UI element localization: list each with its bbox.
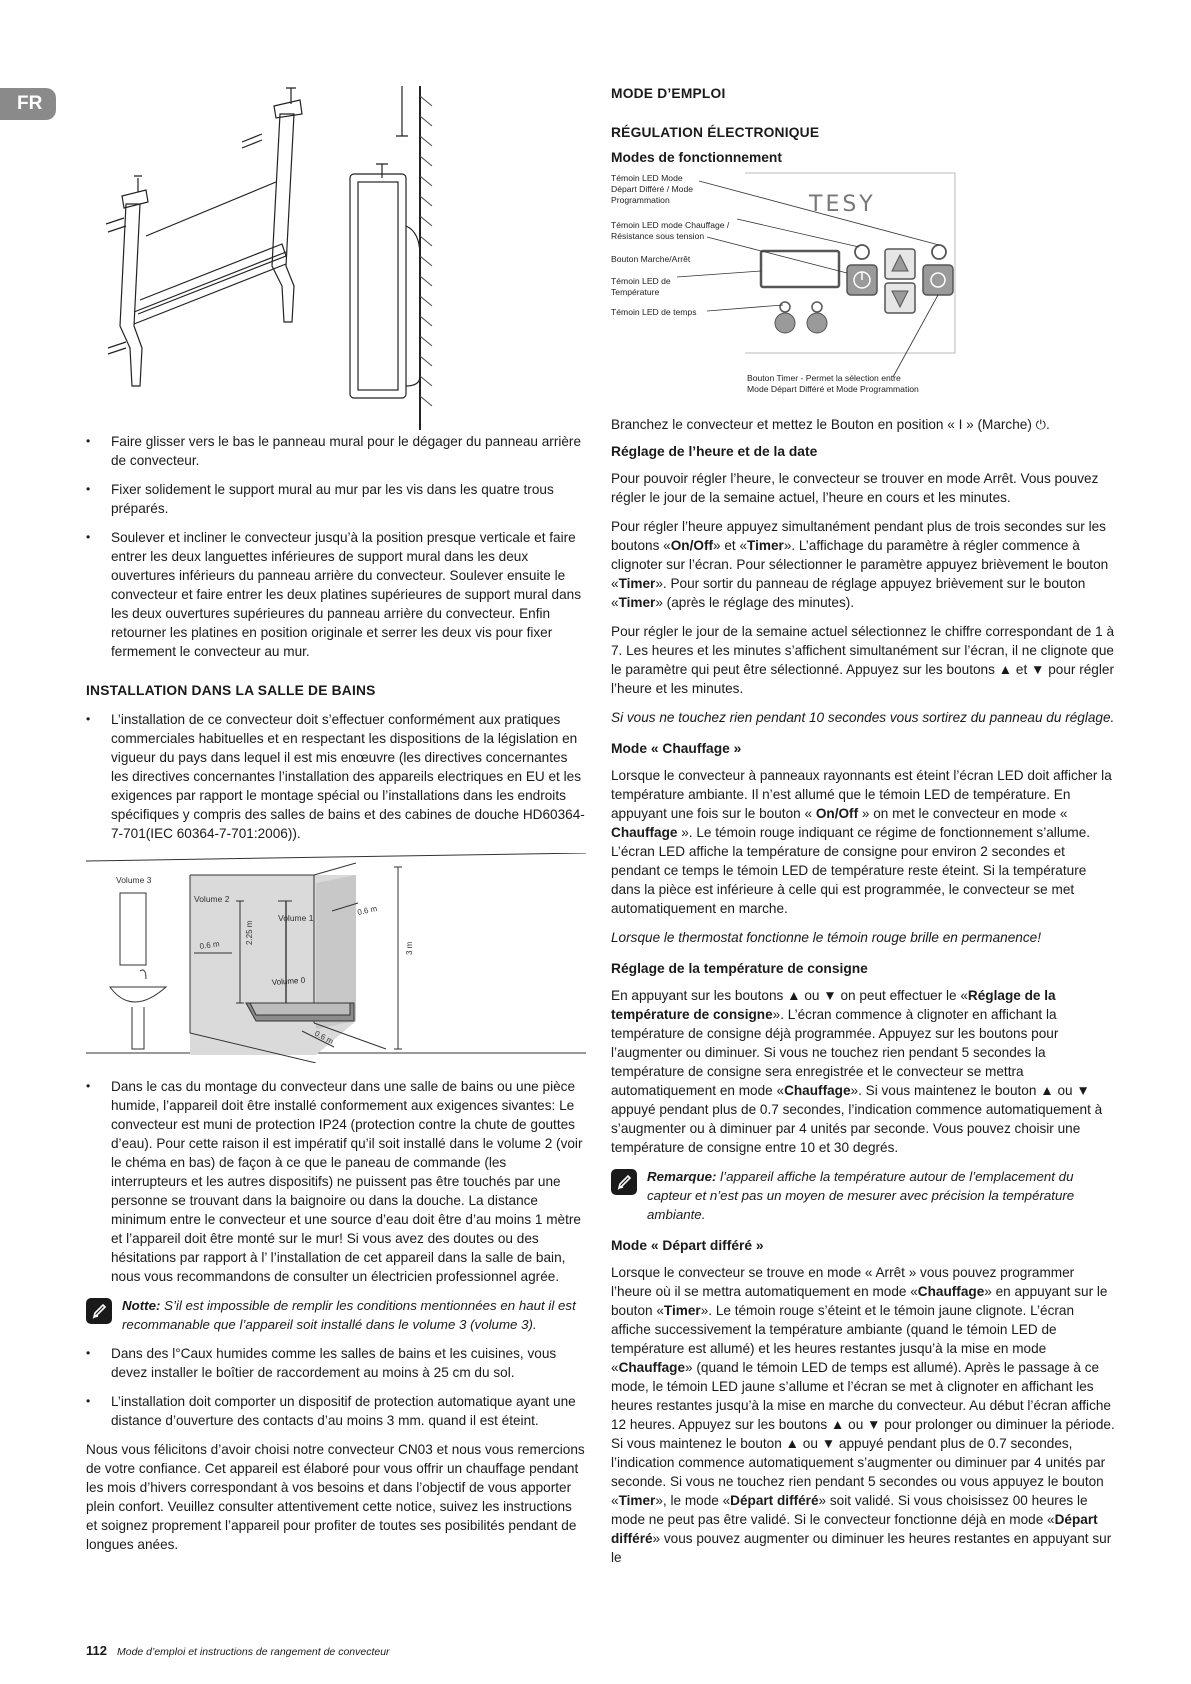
control-panel-figure <box>611 171 1115 407</box>
delayed-start-title: Mode « Départ différé » <box>611 1238 764 1253</box>
footer-text: Mode d’emploi et instructions de rangement de convecteur <box>116 1646 390 1658</box>
on-position-icon: ⏻ <box>1035 417 1046 432</box>
heating-paragraph-1 <box>611 766 1115 918</box>
callout-heating-led-1: Témoin LED mode Chauffage / <box>611 220 730 230</box>
note-sensor <box>611 1167 1115 1224</box>
mounting-step-1: • Faire glisser vers le bas le panneau mural pour le dégager du panneau arrière de convecteur. <box>86 432 586 470</box>
bathroom-regulation-item: • L’installation de ce convecteur doit s’effectuer conformément aux pratiques commerciales habituelles et en respectant les dispositions de la législation en vigueur du pays dans lequel il est mis enœuvre (les directives concernantes les directives concernantes l’installation des appareils electriques en EU et les exigences par rapport le montage spécial ou l’installations dans les endroits spécifiques y compris des salles de bains et des cabines de douche HD60364-7-701(IEC 60364-7-701:2006)). <box>86 710 586 843</box>
callout-timer-led-1: Témoin LED Mode <box>611 173 683 183</box>
time-paragraph-3: Pour régler le jour de la semaine actuel sélectionnez le chiffre correspondant de 1 à 7. Les heures et les minutes s’affichent simultanément sur l’écran, il ne clignote que le paramètre qui peut être sélectionné. Appuyez sur les boutons ▲ et ▼ pour régler l’heure et les minutes. <box>611 624 1115 696</box>
humid-room-list <box>86 1077 586 1286</box>
bold-chauffage: Chauffage <box>618 1360 686 1375</box>
dimension-0-6m-right: 0.6 m <box>356 903 378 917</box>
text-span: » vous pouvez augmenter ou diminuer les heures restantes en appuyant sur le <box>611 1531 1112 1565</box>
mounting-steps <box>86 432 586 661</box>
thermometer-led-icon <box>807 313 827 333</box>
dimension-2-25m: 2.25 m <box>245 920 254 945</box>
text-span: » (quand le témoin LED de temps est allumé). Après le passage à ce mode, le témoin LED jaune s’allume et l’écran se met à clignoter en affichant les heures restantes jusqu’à la mise en marche du convecteur. Au début l’écran affiche 12 heures. Appuyez sur les boutons ▲ ou ▼ pour prolonger ou diminuer la période. Si vous maintenez le bouton ▲ ou ▼ appuyé pendant plus de 0.7 secondes, l’indication commence automatiquement s’augmenter ou diminuer par 4 unités par seconde. Si vous ne touchez rien pendant 5 secondes ou vous appuyez le bouton « <box>611 1360 1115 1508</box>
page-number: 112 <box>86 1643 107 1658</box>
time-paragraph-1: Pour pouvoir régler l’heure, le convecteur se trouver en mode Arrêt. Vous pouvez régler le jour de la semaine actuel, l’heure en cours et les minutes. <box>611 471 1099 505</box>
text-span: » en appuyant sur le bouton « <box>611 1284 1108 1318</box>
note-label: Remarque: <box>647 1169 717 1184</box>
text-span: », le mode « <box>655 1493 731 1508</box>
bold-on-off: On/Off <box>815 806 859 821</box>
dimension-3m: 3 m <box>405 941 414 955</box>
time-led-icon <box>775 313 795 333</box>
heating-paragraph-2: Lorsque le thermostat fonctionne le témoin rouge brille en permanence! <box>611 930 1041 945</box>
humid-room-item: • Dans le cas du montage du convecteur dans une salle de bains ou une pièce humide, l’appareil doit être installé conformement aux exigences sivantes: Le convecteur est muni de protection IP24 (protection contre la chute de gouttes d’eau). Pour cette raison il est impératif qu’il soit installé dans le volume 2 (voir le chéma en bas) de façon à ce que le paneau de commande (les interrupteurs et les autres dispositifs) ne puissent pas être touchés par une personne se trouvant dans la baignoire ou dans la douche. La distance minimum entre le convecteur et une source d’eau doit être d’au moins 1 mètre et l’appareil doit être monté sur le mur! Si vous avez des doutes ou des hésitations par rapport à l’ l’installation de cet appareil dans la salle de bain, nous vous recommandons de consulter un électricien professionnel agrée. <box>86 1077 586 1286</box>
text-span: Pour régler l’heure appuyez simultanément pendant plus de trois secondes sur les boutons « <box>611 519 1106 553</box>
bathroom-volumes-diagram <box>86 853 586 1063</box>
note-text: S’il est impossible de remplir les conditions mentionnées en haut il est recommanable que l’appareil soit installé dans le volume 3 (volume 3). <box>122 1298 576 1332</box>
text-span: ». Si vous maintenez le bouton ▲ ou ▼ appuyé pendant plus de 0.7 secondes, l’indication commence automatiquement à s’augmenter ou à diminuer par 4 unités par seconde. Vous pouvez choisir une température de consigne entre 10 et 30 degrés. <box>611 1083 1103 1155</box>
callout-temp-led-1: Témoin LED de <box>611 276 671 286</box>
callout-timer-button-2: Mode Départ Différé et Mode Programmation <box>747 384 919 394</box>
note-text: l’appareil affiche la température autour de l’emplacement du capteur et n’est pas un moyen de mesurer avec précision la température ambiante. <box>647 1169 1075 1222</box>
control-panel-diagram <box>611 171 1115 407</box>
bold-setpoint: Réglage de la température de consigne <box>611 988 1056 1022</box>
text-span: » soit validé. Si vous choisissez 00 heures le mode ne peut pas être validé. Si le convecteur fonctionne déjà en mode « <box>611 1493 1088 1527</box>
bold-timer: Timer <box>618 595 656 610</box>
text-span: ». L’affichage du paramètre à régler commence à clignoter sur l’écran. Pour sélectionner le paramètre appuyez brièvement le bouton « <box>611 538 1109 591</box>
dimension-0-6m-left: 0.6 m <box>199 939 221 951</box>
requirement-junction-box: • Dans des l°Caux humides comme les salles de bains et les cuisines, vous devez installer le boîtier de raccordement au moins à 25 cm du sol. <box>86 1344 586 1382</box>
callout-on-off: Bouton Marche/Arrêt <box>611 254 691 264</box>
dimension-0-6m-bottom: 0.6 m <box>313 1028 335 1047</box>
setpoint-paragraph <box>611 986 1115 1157</box>
time-date-title: Réglage de l’heure et de la date <box>611 444 818 459</box>
led-timer-mode <box>932 245 946 259</box>
mounting-step-3: • Soulever et incliner le convecteur jusqu’à la position presque verticale et faire entrer les deux languettes inférieures de support mural dans les deux ouvertures inférieurs du panneau arrière du convecteur. Soulever ensuite le convecteur et faire entrer les deux platines supérieures de support mural dans les deux ouvertures supérieures du panneau arrière du convecteur. Enfin retourner les platines en position originale et serrer les deux vis pour fixer fermement le convecteur au mur. <box>86 528 586 661</box>
note-volume3 <box>86 1296 586 1334</box>
bold-chauffage: Chauffage <box>784 1083 851 1098</box>
callout-time-led: Témoin LED de temps <box>611 307 697 317</box>
bathroom-volumes-figure <box>86 853 586 1063</box>
plug-instruction: Branchez le convecteur et mettez le Bouton en position « I » (Marche) ⏻. <box>611 417 1050 432</box>
bold-timer: Timer <box>618 1493 656 1508</box>
text-span: » (après le réglage des minutes). <box>655 595 855 610</box>
bathroom-regulation-list <box>86 710 586 843</box>
modes-title: Modes de fonctionnement <box>611 150 782 165</box>
time-paragraph-4: Si vous ne touchez rien pendant 10 secondes vous sortirez du panneau du réglage. <box>611 710 1115 725</box>
page-footer <box>86 1643 390 1658</box>
callout-temp-led-2: Température <box>611 287 660 297</box>
text-span: ». Pour sortir du panneau de réglage appuyez brièvement sur le bouton « <box>611 576 1086 610</box>
language-tab: FR <box>0 88 56 120</box>
delayed-start-paragraph <box>611 1263 1115 1567</box>
setpoint-title: Réglage de la température de consigne <box>611 961 868 976</box>
bold-timer: Timer <box>663 1303 701 1318</box>
bold-timer: Timer <box>618 576 656 591</box>
mounting-figure <box>86 86 586 430</box>
callout-timer-led-3: Programmation <box>611 195 670 205</box>
text-span: Lorsque le convecteur à panneaux rayonnants est éteint l’écran LED doit afficher la température ambiante. Il n’est allumé que le témoin LED de température. En appuyant une fois sur le bouton « <box>611 768 1112 821</box>
callout-heating-led-2: Résistance sous tension <box>611 231 705 241</box>
bold-chauffage: Chauffage <box>611 825 678 840</box>
callout-timer-button-1: Bouton Timer - Permet la sélection entre <box>747 373 901 383</box>
mounting-step-2: • Fixer solidement le support mural au mur par les vis dans les quatre trous préparés. <box>86 480 586 518</box>
volume0-label: Volume 0 <box>271 975 306 987</box>
installation-requirements <box>86 1344 586 1430</box>
left-column <box>86 86 586 1564</box>
bold-chauffage: Chauffage <box>917 1284 985 1299</box>
mode-emploi-title: MODE D’EMPLOI <box>611 86 726 101</box>
text-span: ». Le témoin rouge indiquant ce régime de fonctionnement s’allume. L’écran LED affiche la température de consigne pour environ 2 secondes et pendant ce temps le témoin LED de température reste éteint. Si la température dans la pièce est inférieure à celle qui est programmée, le convecteur se met automatiquement en marche. <box>611 825 1091 916</box>
pencil-note-icon <box>611 1169 637 1195</box>
mounting-illustration <box>86 86 586 430</box>
text-span: » on met le convecteur en mode « <box>858 806 1068 821</box>
plug-instruction-text: Branchez le convecteur et mettez le Bouton en position « I » (Marche) <box>611 417 1036 432</box>
text-span: » et « <box>713 538 748 553</box>
timer-button[interactable] <box>923 265 953 295</box>
text-span: Lorsque le convecteur se trouve en mode « Arrêt » vous pouvez programmer l’heure où il se mettra automatiquement en mode « <box>611 1265 1075 1299</box>
closing-paragraph: Nous vous félicitons d’avoir choisi notre convecteur CN03 et nous vous remercions de votre confiance. Cet appareil est élaboré pour vous offrir un chauffage pendant les mois d’hivers correspondant à vos besoins et dans l’objectif de vous apporter plein confort. Veuillez consulter attentivement cette notice, suivez les instructions et soignez proprement l’appareil pour profiter de toutes ses posibilités pendant de longues anées. <box>86 1442 585 1552</box>
bathroom-installation-title: INSTALLATION DANS LA SALLE DE BAINS <box>86 683 376 698</box>
bold-depart-differe: Départ différé <box>611 1512 1098 1546</box>
pencil-note-icon <box>86 1298 112 1324</box>
note-label: Notte: <box>122 1298 161 1313</box>
requirement-protection-device: • L’installation doit comporter un dispositif de protection automatique ayant une distance d’ouverture des contacts d’au moins 3 mm. quand il est éteint. <box>86 1392 586 1430</box>
time-paragraph-2 <box>611 517 1115 612</box>
tesy-logo: TESY <box>809 192 876 217</box>
text-span: ». Le témoin rouge s’éteint et le témoin jaune clignote. L’écran affiche successivement la température ambiante (quand le témoin LED de température est allumé) et les heures restantes jusqu’à la mise en mode « <box>611 1303 1075 1375</box>
volume2-label: Volume 2 <box>194 894 230 904</box>
bold-depart-differe: Départ différé <box>730 1493 819 1508</box>
text-span: En appuyant sur les boutons ▲ ou ▼ on peut effectuer le « <box>611 988 968 1003</box>
bold-timer: Timer <box>747 538 784 553</box>
right-column <box>611 86 1115 1577</box>
regulation-title: RÉGULATION ÉLECTRONIQUE <box>611 125 820 140</box>
text-span: ». L’écran commence à clignoter en affichant la température de consigne déjà programmée. Appuyez sur les boutons pour l’augmenter ou diminuer. Si vous ne touchez rien pendant 5 secondes la température de consigne sera enregistrée et le convecteur se mettra automatiquement en mode « <box>611 1007 1059 1098</box>
heating-mode-title: Mode « Chauffage » <box>611 741 742 756</box>
volume3-label: Volume 3 <box>116 875 152 885</box>
bold-on-off: On/Off <box>670 538 714 553</box>
volume1-label: Volume 1 <box>278 913 314 923</box>
callout-timer-led-2: Départ Différé / Mode <box>611 184 693 194</box>
led-heating <box>855 245 869 259</box>
